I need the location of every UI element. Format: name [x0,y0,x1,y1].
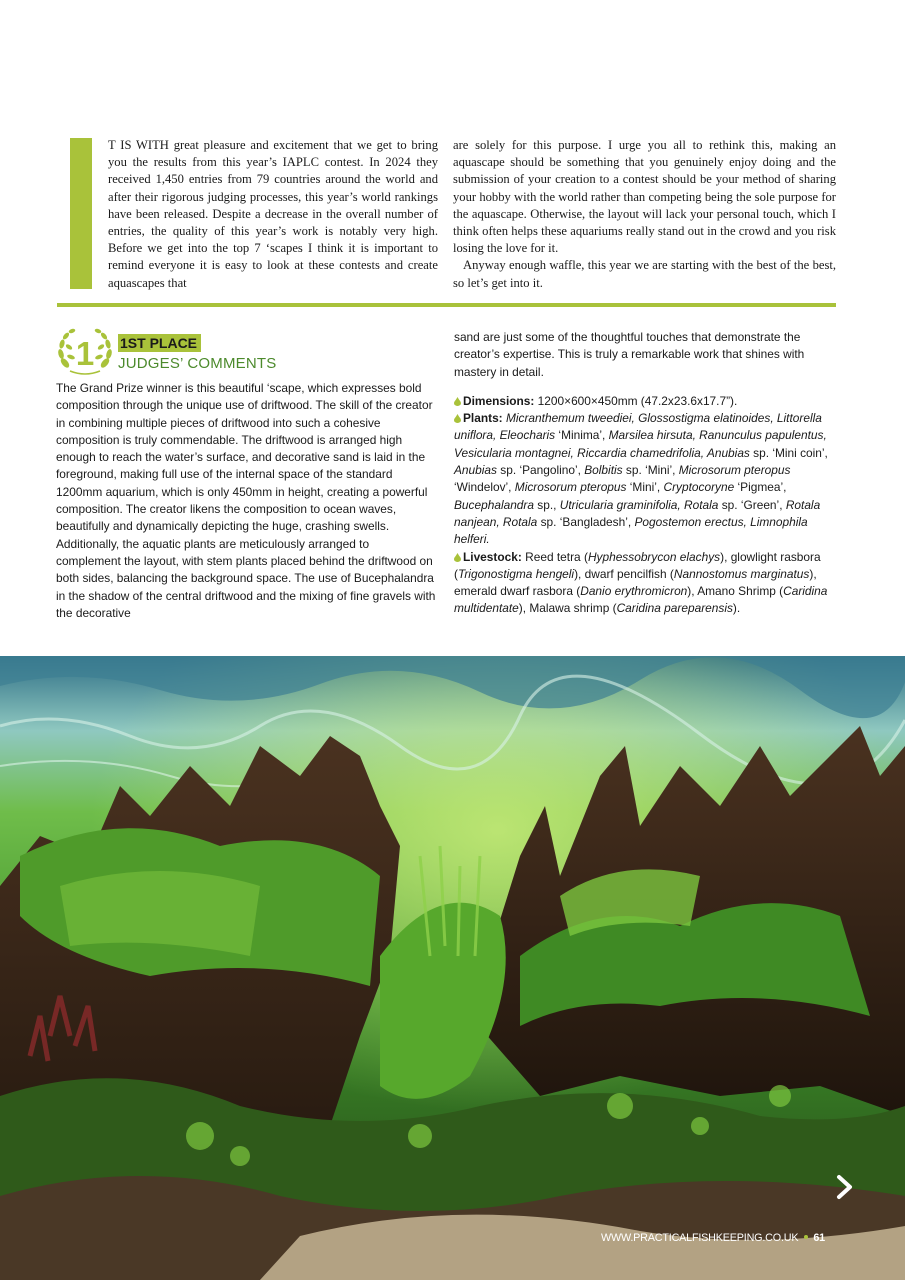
livestock-segment: ), glowlight rasbora ( [454,549,821,581]
spec-plants [454,410,834,548]
spec-label: Plants: [463,411,503,426]
judges-comments-left [56,380,436,622]
laurel-wreath-icon [56,327,114,375]
page-number: 61 [813,1232,825,1244]
page-footer [601,1231,825,1245]
plants-segment: Rotala nanjean, Rotala [454,497,821,529]
plants-segment: ‘Minima’, [555,428,609,443]
plants-segment: sp. ‘Pangolino’, [496,463,585,478]
plants-segment: sp. ‘Bangladesh’, [537,514,635,529]
livestock-segment: Trigonostigma hengeli [457,566,575,581]
intro-column-left [108,137,438,292]
judges-comments-right [454,329,834,618]
plants-segment: Microsorum pteropus [514,480,627,495]
website-url[interactable]: WWW.PRACTICALFISHKEEPING.CO.UK [601,1232,799,1244]
intro-paragraph-closing: Anyway enough waffle, this year we are starting with the best of the best, so let’s get into it. [453,258,836,290]
plants-segment: sp. ‘Mini coin’, [749,445,828,460]
plants-segment: Micranthemum tweediei, Glossostigma elatinoides, Littorella uniflora, Eleocharis [454,411,822,443]
chevron-right-icon[interactable] [834,1174,856,1200]
section-subtitle: JUDGES’ COMMENTS [118,355,277,372]
place-number: 1 [75,335,95,372]
plants-segment: ‘Mini’, [626,480,664,495]
spec-livestock [454,549,834,618]
plants-segment: Microsorum pteropus [678,463,791,478]
comments-paragraph-continued: sand are just some of the thoughtful touches that demonstrate the creator’s expertise. This is truly a remarkable work that shines with mastery in detail. [454,330,805,379]
plants-segment: sp., [534,497,560,512]
section-divider [57,303,836,307]
footer-separator-dot [804,1235,808,1239]
plants-segment: ‘Windelov’, [454,480,515,495]
plants-segment: Bucephalandra [454,497,534,512]
plants-list [454,411,828,546]
plants-segment: Cryptocoryne [663,480,735,495]
livestock-segment: Reed tetra ( [525,549,588,564]
water-drop-icon [454,553,461,562]
water-drop-icon [454,397,461,406]
plants-segment: Utricularia graminifolia, Rotala [559,497,719,512]
plants-segment: ‘Pigmea’, [734,480,787,495]
plants-segment: Pogostemon erectus, Limnophila helferi. [454,514,808,547]
aquascape-photo [0,656,905,1280]
spec-label: Livestock: [463,549,522,564]
intro-column-right [453,137,836,292]
intro-paragraph-continued: are solely for this purpose. I urge you all to rethink this, making an aquascape should be something that you genuinely enjoy doing and the submission of your creation to a contest should be your method of sharing your hobby with the world rather than competing being the sole purpose for the aquascape. Otherwise, the layout will lack your personal touch, which I think often helps these aquariums really stand out in the crowd and you risk losing the love for it. [453,138,836,256]
spec-value: 1200×600×450mm (47.2x23.6x17.7”). [537,393,738,408]
livestock-segment: ), dwarf pencilfish ( [574,566,674,581]
livestock-segment: Danio erythromicron [580,584,688,599]
plants-segment: sp. ‘Mini’, [622,463,679,478]
intro-paragraph: T IS WITH great pleasure and excitement that we get to bring you the results from this year’s IAPLC contest. In 2024 they received 1,450 entries from 79 countries around the world and after their rigorous judging processes, this year’s world rankings have been released. Despite a decrease in the overall number of entries, the quality of this year’s work is notably very high. Before we get into the top 7 ‘scapes I think it is important to remind everyone it is easy to look at these contests and create aquascapes that [108,138,438,290]
place-tag: 1ST PLACE [118,334,201,352]
plants-segment: sp. ‘Green’, [718,497,786,512]
spec-label: Dimensions: [463,393,535,408]
specs-list [454,393,834,618]
plants-segment: Anubias [454,463,497,478]
livestock-segment: ). [732,601,741,616]
livestock-segment: Hyphessobrycon elachys [587,549,721,564]
water-drop-icon [454,414,461,423]
livestock-segment: ), emerald dwarf rasbora ( [454,566,817,599]
plants-segment: Bolbitis [584,463,623,478]
livestock-segment: ), Amano Shrimp ( [687,584,784,599]
plants-segment: Marsilea hirsuta, Ranunculus papulentus, Vesicularia montagnei, Riccardia chamedrifolia, Anubias [454,428,827,460]
drop-cap-letter-i [70,138,92,289]
comments-paragraph: The Grand Prize winner is this beautiful ‘scape, which expresses bold composition through the unique use of driftwood. The skill of the creator in combining multiple pieces of driftwood into such a cohesive composition is truly commendable. The driftwood is arranged high enough to reach the water’s surface, and decorative sand is laid in the foreground, making full use of the internal space of the standard 1200mm aquarium, which is only 450mm in height, creating a powerful composition. The creator likens the composition to ocean waves, beautifully and dynamically depicting the huge, crashing swells. Additionally, the aquatic plants are meticulously arranged to complement the layout, with stem plants placed behind the driftwood on both sides, balancing the background space. The use of Bucephalandra in the shadow of the central driftwood and the mixing of fine gravels with the decorative [56,381,436,620]
livestock-segment: Caridina pareparensis [616,601,733,616]
livestock-segment: ), Malawa shrimp ( [518,601,617,616]
livestock-segment: Caridina multidentate [454,584,828,616]
livestock-segment: Nannostomus marginatus [673,566,810,581]
spec-dimensions [454,393,834,410]
